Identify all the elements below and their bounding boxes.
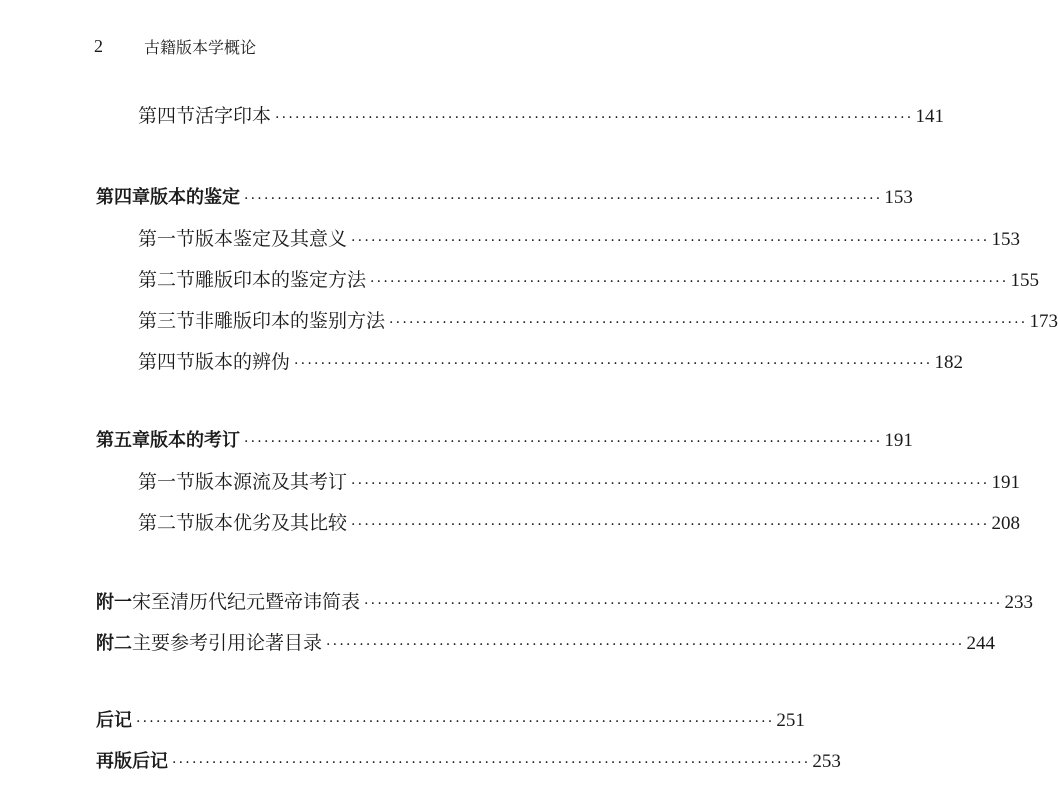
entry-number: 第二节 xyxy=(138,269,196,291)
entry-title: 版本源流及其考订 xyxy=(195,471,348,493)
entry-title: 版本鉴定及其意义 xyxy=(195,228,348,250)
dot-leader: ································································································ xyxy=(244,191,883,207)
dot-leader: ································································································ xyxy=(389,315,1028,331)
running-header xyxy=(94,34,256,58)
entry-title: 版本的鉴定 xyxy=(150,187,240,208)
entry-number: 附二 xyxy=(96,633,132,654)
dot-leader: ································································································ xyxy=(326,637,965,653)
entry-page: 233 xyxy=(1004,592,1033,613)
dot-leader: ································································································ xyxy=(244,434,883,450)
entry-title: 版本的辨伪 xyxy=(195,351,291,373)
toc-entry-chapter xyxy=(96,428,913,454)
entry-number: 第一节 xyxy=(138,471,196,493)
entry-number: 第四节 xyxy=(138,105,196,127)
entry-number: 第一节 xyxy=(138,228,196,250)
page-number: 2 xyxy=(94,35,103,56)
entry-number: 第四节 xyxy=(138,351,196,373)
toc-entry-section xyxy=(138,267,1039,293)
entry-number: 第四章 xyxy=(96,187,150,208)
entry-title: 再版后记 xyxy=(96,751,168,772)
toc-entry-appendix xyxy=(96,630,995,656)
entry-title: 雕版印本的鉴定方法 xyxy=(195,269,367,291)
toc-entry-appendix xyxy=(96,589,1033,615)
dot-leader: ································································································ xyxy=(351,476,990,492)
toc-entry-section xyxy=(138,226,1020,252)
entry-page: 173 xyxy=(1029,311,1058,332)
toc-entry-chapter xyxy=(96,185,913,211)
dot-leader: ································································································ xyxy=(370,274,1009,290)
entry-page: 253 xyxy=(812,751,841,772)
entry-number: 第五章 xyxy=(96,430,150,451)
entry-title: 版本优劣及其比较 xyxy=(195,512,348,534)
dot-leader: ································································································ xyxy=(136,714,775,730)
entry-number: 第二节 xyxy=(138,512,196,534)
dot-leader: ································································································ xyxy=(351,233,990,249)
entry-page: 141 xyxy=(915,106,944,127)
entry-title: 版本的考订 xyxy=(150,430,240,451)
entry-page: 208 xyxy=(991,513,1020,534)
book-title: 古籍版本学概论 xyxy=(144,37,257,57)
toc-entry-section xyxy=(138,308,1058,334)
entry-page: 191 xyxy=(991,472,1020,493)
entry-page: 244 xyxy=(966,633,995,654)
entry-page: 191 xyxy=(884,430,913,451)
entry-title: 非雕版印本的鉴别方法 xyxy=(195,310,386,332)
dot-leader: ································································································ xyxy=(294,356,933,372)
entry-title: 主要参考引用论著目录 xyxy=(132,632,323,654)
entry-number: 附一 xyxy=(96,592,132,613)
entry-page: 155 xyxy=(1010,270,1039,291)
toc-entry-section xyxy=(138,510,1020,536)
dot-leader: ································································································ xyxy=(172,755,811,771)
toc-entry-section xyxy=(138,469,1020,495)
toc-entry-section xyxy=(138,349,963,375)
entry-page: 251 xyxy=(776,710,805,731)
entry-title: 活字印本 xyxy=(195,105,272,127)
toc-entry-section xyxy=(138,103,944,129)
toc-entry-postscript xyxy=(96,749,841,775)
entry-page: 153 xyxy=(991,229,1020,250)
entry-number: 第三节 xyxy=(138,310,196,332)
toc-entry-postscript xyxy=(96,708,805,734)
dot-leader: ································································································ xyxy=(275,110,914,126)
dot-leader: ································································································ xyxy=(364,596,1003,612)
entry-title: 宋至清历代纪元暨帝讳简表 xyxy=(132,591,361,613)
entry-page: 153 xyxy=(884,187,913,208)
entry-title: 后记 xyxy=(96,710,132,731)
entry-page: 182 xyxy=(934,352,963,373)
dot-leader: ································································································ xyxy=(351,517,990,533)
